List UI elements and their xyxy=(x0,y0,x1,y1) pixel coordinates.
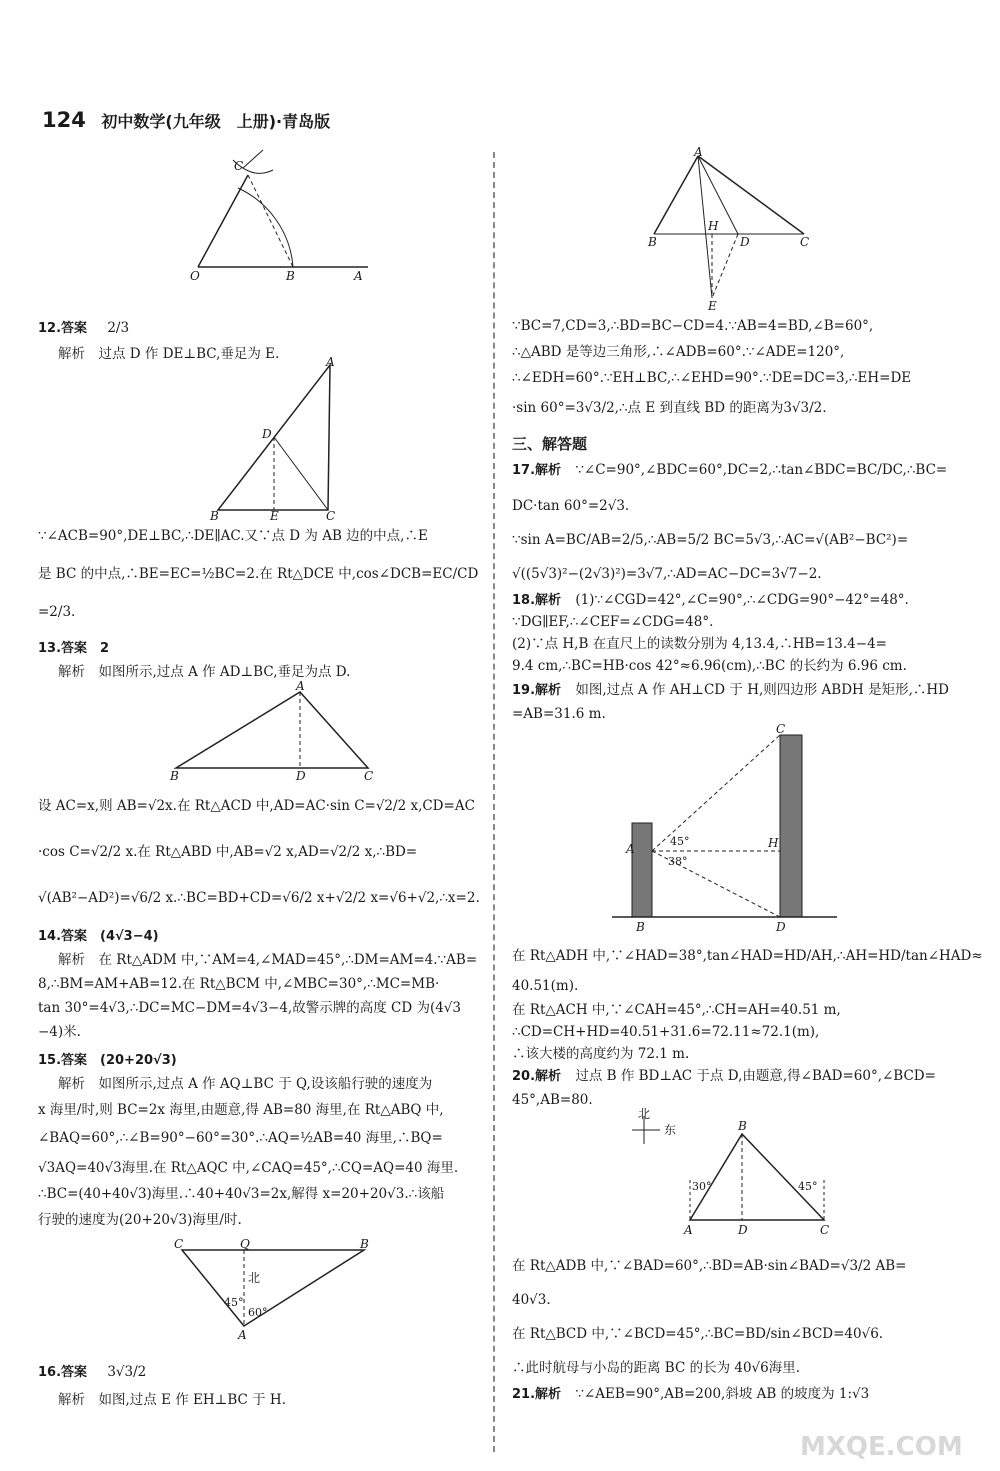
fig20-north: 北 xyxy=(638,1107,651,1121)
fig16-label-c: C xyxy=(800,235,810,249)
fig13-label-d: D xyxy=(296,769,306,783)
page-header xyxy=(42,108,330,132)
fig20-label-d: D xyxy=(738,1223,748,1237)
fig13-label-c: C xyxy=(364,769,374,783)
q16-label: 16.答案 xyxy=(38,1365,88,1380)
q18-line-3: (2)∵点 H,B 在直尺上的读数分别为 4,13.4,∴HB=13.4−4= xyxy=(512,636,887,652)
section-heading: 三、解答题 xyxy=(512,435,588,453)
fig12-label-a: A xyxy=(326,355,335,369)
figure-19 xyxy=(612,722,852,934)
book-title: 初中数学(九年级 上册)·青岛版 xyxy=(101,112,331,131)
q15-label: 15.答案 (20+20√3) xyxy=(38,1053,177,1068)
fig19-label-b: B xyxy=(636,920,645,934)
fig13-label-b: B xyxy=(170,769,179,783)
q19-line-1: 19.解析 如图,过点 A 作 AH⊥CD 于 H,则四边形 ABDH 是矩形,∴HD xyxy=(512,682,949,698)
fig15-north: 北 xyxy=(248,1271,261,1285)
fig12-label-e: E xyxy=(270,509,279,523)
fig15-label-a: A xyxy=(238,1328,247,1342)
q14-line-2: 8,∴BM=AM+AB=12.在 Rt△BCM 中,∠MBC=30°,∴MC=MB· xyxy=(38,976,440,992)
q17-line-3: ∵sin A=BC/AB=2/5,∴AB=5/2 BC=5√3,∴AC=√(AB²−BC²)= xyxy=(512,532,909,548)
q15-line-4: √3AQ=40√3海里.在 Rt△AQC 中,∠CAQ=45°,∴CQ=AQ=40 海里. xyxy=(38,1160,459,1176)
q18-line-1: 18.解析 (1)∵∠CGD=42°,∠C=90°,∴∠CDG=90°−42°=48°. xyxy=(512,592,909,608)
fig1-label-b: B xyxy=(286,269,295,283)
q15-line-1: 解析 如图所示,过点 A 作 AQ⊥BC 于 Q,设该船行驶的速度为 xyxy=(58,1076,433,1092)
q18-line-2: ∵DG∥EF,∴∠CEF=∠CDG=48°. xyxy=(512,614,714,630)
q16-answer-line xyxy=(38,1362,146,1383)
r16-line-1: ∵BC=7,CD=3,∴BD=BC−CD=4.∵AB=4=BD,∠B=60°, xyxy=(512,318,874,334)
q12-line-4: =2/3. xyxy=(38,604,76,620)
q13-line-4: √(AB²−AD²)=√6/2 x.∴BC=BD+CD=√6/2 x+√2/2 x=√6+√2,∴x=2. xyxy=(38,890,480,906)
q14-label: 14.答案 (4√3−4) xyxy=(38,929,159,944)
q16-line-1: 解析 如图,过点 E 作 EH⊥BC 于 H. xyxy=(58,1392,286,1408)
fig20-east: 东 xyxy=(664,1123,677,1137)
q13-line-3: ·cos C=√2/2 x.在 Rt△ABD 中,AB=√2 x,AD=√2/2 x,∴BD= xyxy=(38,844,418,860)
fig19-angle-45: 45° xyxy=(670,835,690,848)
figure-16 xyxy=(642,145,822,313)
fig12-label-b: B xyxy=(210,509,219,523)
q15-line-2: x 海里/时,则 BC=2x 海里,由题意,得 AB=80 海里,在 Rt△ABQ 中, xyxy=(38,1102,444,1118)
q21-label: 21.解析 xyxy=(512,1387,562,1402)
q13-label: 13.答案 2 xyxy=(38,641,110,656)
q20-line-4: 40√3. xyxy=(512,1292,551,1308)
q13-line-2: 设 AC=x,则 AB=√2x.在 Rt△ACD 中,AD=AC·sin C=√2/2 x,CD=AC xyxy=(38,798,475,814)
figure-12 xyxy=(208,355,378,523)
q19-line-5: 在 Rt△ACH 中,∵∠CAH=45°,∴CH=AH=40.51 m, xyxy=(512,1002,841,1018)
fig1-label-c: C xyxy=(234,159,244,173)
q12-line-2: ∵∠ACB=90°,DE⊥BC,∴DE∥AC.又∵点 D 为 AB 边的中点,∴E xyxy=(38,528,428,544)
fig20-label-a: A xyxy=(684,1223,693,1237)
fig16-label-e: E xyxy=(708,299,717,313)
page-number: 124 xyxy=(42,108,86,132)
fig20-label-c: C xyxy=(820,1223,830,1237)
q14-line-3: tan 30°=4√3,∴DC=MC−DM=4√3−4,故警示牌的高度 CD 为(4√3 xyxy=(38,1000,462,1016)
figure-20 xyxy=(622,1107,842,1237)
fig15-angle-45: 45° xyxy=(224,1296,244,1309)
q21-line-1: 21.解析 ∵∠AEB=90°,AB=200,斜坡 AB 的坡度为 1:√3 xyxy=(512,1386,870,1402)
q18-line-4: 9.4 cm,∴BC=HB·cos 42°≈6.96(cm),∴BC 的长约为 6.96 cm. xyxy=(512,658,907,674)
q16-answer: 3√3/2 xyxy=(107,1364,147,1380)
fig16-label-d: D xyxy=(740,235,750,249)
fig19-angle-38: 38° xyxy=(668,855,688,868)
fig16-label-a: A xyxy=(694,145,703,159)
fig19-label-h: H xyxy=(768,836,779,850)
q13-line-1: 解析 如图所示,过点 A 作 AD⊥BC,垂足为点 D. xyxy=(58,664,351,680)
r16-line-3: ∴∠EDH=60°.∵EH⊥BC,∴∠EHD=90°.∵DE=DC=3,∴EH=DE xyxy=(512,370,912,386)
figure-15 xyxy=(168,1237,378,1342)
q19-label: 19.解析 xyxy=(512,683,562,698)
q19-line-4: 40.51(m). xyxy=(512,978,579,994)
fig16-label-b: B xyxy=(648,235,657,249)
r16-line-4: ·sin 60°=3√3/2,∴点 E 到直线 BD 的距离为3√3/2. xyxy=(512,400,827,416)
q12-label: 12.答案 xyxy=(38,321,88,336)
column-divider xyxy=(493,152,495,1452)
q14-line-4: −4)米. xyxy=(38,1024,81,1040)
fig15-label-b: B xyxy=(360,1237,369,1251)
fig1-label-a: A xyxy=(354,269,363,283)
fig19-label-c: C xyxy=(776,722,786,736)
q17-line-1: 17.解析 ∵∠C=90°,∠BDC=60°,DC=2,∴tan∠BDC=BC/DC,∴BC= xyxy=(512,462,948,478)
fig1-label-o: O xyxy=(190,269,200,283)
q20-label: 20.解析 xyxy=(512,1069,562,1084)
construction-figure xyxy=(178,150,408,285)
q12-answer-line xyxy=(38,318,129,339)
fig15-angle-60: 60° xyxy=(248,1306,268,1319)
fig15-label-q: Q xyxy=(240,1237,250,1251)
q17-label: 17.解析 xyxy=(512,463,562,478)
q19-line-7: ∴该大楼的高度约为 72.1 m. xyxy=(512,1046,690,1062)
r16-line-2: ∴△ABD 是等边三角形,∴∠ADB=60°.∵∠ADE=120°, xyxy=(512,344,845,360)
q15-line-6: 行驶的速度为(20+20√3)海里/时. xyxy=(38,1212,242,1228)
q17-line-4: √((5√3)²−(2√3)²)=3√7,∴AD=AC−DC=3√7−2. xyxy=(512,566,822,582)
q12-line-1: 解析 过点 D 作 DE⊥BC,垂足为 E. xyxy=(58,346,280,362)
q20-line-1: 20.解析 过点 B 作 BD⊥AC 于点 D,由题意,得∠BAD=60°,∠BCD= xyxy=(512,1068,936,1084)
q20-line-2: 45°,AB=80. xyxy=(512,1092,593,1108)
q15-line-5: ∴BC=(40+40√3)海里.∴40+40√3=2x,解得 x=20+20√3.∴该船 xyxy=(38,1186,445,1202)
fig20-angle-30: 30° xyxy=(692,1180,712,1193)
fig15-label-c: C xyxy=(174,1237,184,1251)
q18-label: 18.解析 xyxy=(512,593,562,608)
q14-line-1: 解析 在 Rt△ADM 中,∵AM=4,∠MAD=45°,∴DM=AM=4.∵AB= xyxy=(58,952,478,968)
q19-line-6: ∴CD=CH+HD=40.51+31.6=72.11≈72.1(m), xyxy=(512,1024,820,1040)
fig12-label-d: D xyxy=(262,427,272,441)
q19-line-2: =AB=31.6 m. xyxy=(512,706,606,722)
q12-answer: 2/3 xyxy=(107,320,130,336)
q12-line-3: 是 BC 的中点,∴BE=EC=½BC=2.在 Rt△DCE 中,cos∠DCB=EC/CD xyxy=(38,566,479,582)
fig20-label-b: B xyxy=(738,1119,747,1133)
watermark: MXQE.COM xyxy=(800,1432,963,1462)
fig16-label-h: H xyxy=(708,219,719,233)
q20-line-3: 在 Rt△ADB 中,∵∠BAD=60°,∴BD=AB·sin∠BAD=√3/2 AB= xyxy=(512,1258,907,1274)
q15-line-3: ∠BAQ=60°,∴∠B=90°−60°=30°.∴AQ=½AB=40 海里,∴BQ= xyxy=(38,1130,443,1146)
fig19-label-a: A xyxy=(626,842,635,856)
q20-line-5: 在 Rt△BCD 中,∵∠BCD=45°,∴BC=BD/sin∠BCD=40√6. xyxy=(512,1326,884,1342)
fig13-label-a: A xyxy=(296,679,305,693)
q20-line-6: ∴此时航母与小岛的距离 BC 的长为 40√6海里. xyxy=(512,1360,801,1376)
fig12-label-c: C xyxy=(326,509,336,523)
figure-13 xyxy=(168,679,388,783)
fig20-angle-45: 45° xyxy=(798,1180,818,1193)
q19-line-3: 在 Rt△ADH 中,∵∠HAD=38°,tan∠HAD=HD/AH,∴AH=HD/tan∠HAD≈ xyxy=(512,948,983,964)
q17-line-2: DC·tan 60°=2√3. xyxy=(512,498,630,514)
fig19-label-d: D xyxy=(776,920,786,934)
